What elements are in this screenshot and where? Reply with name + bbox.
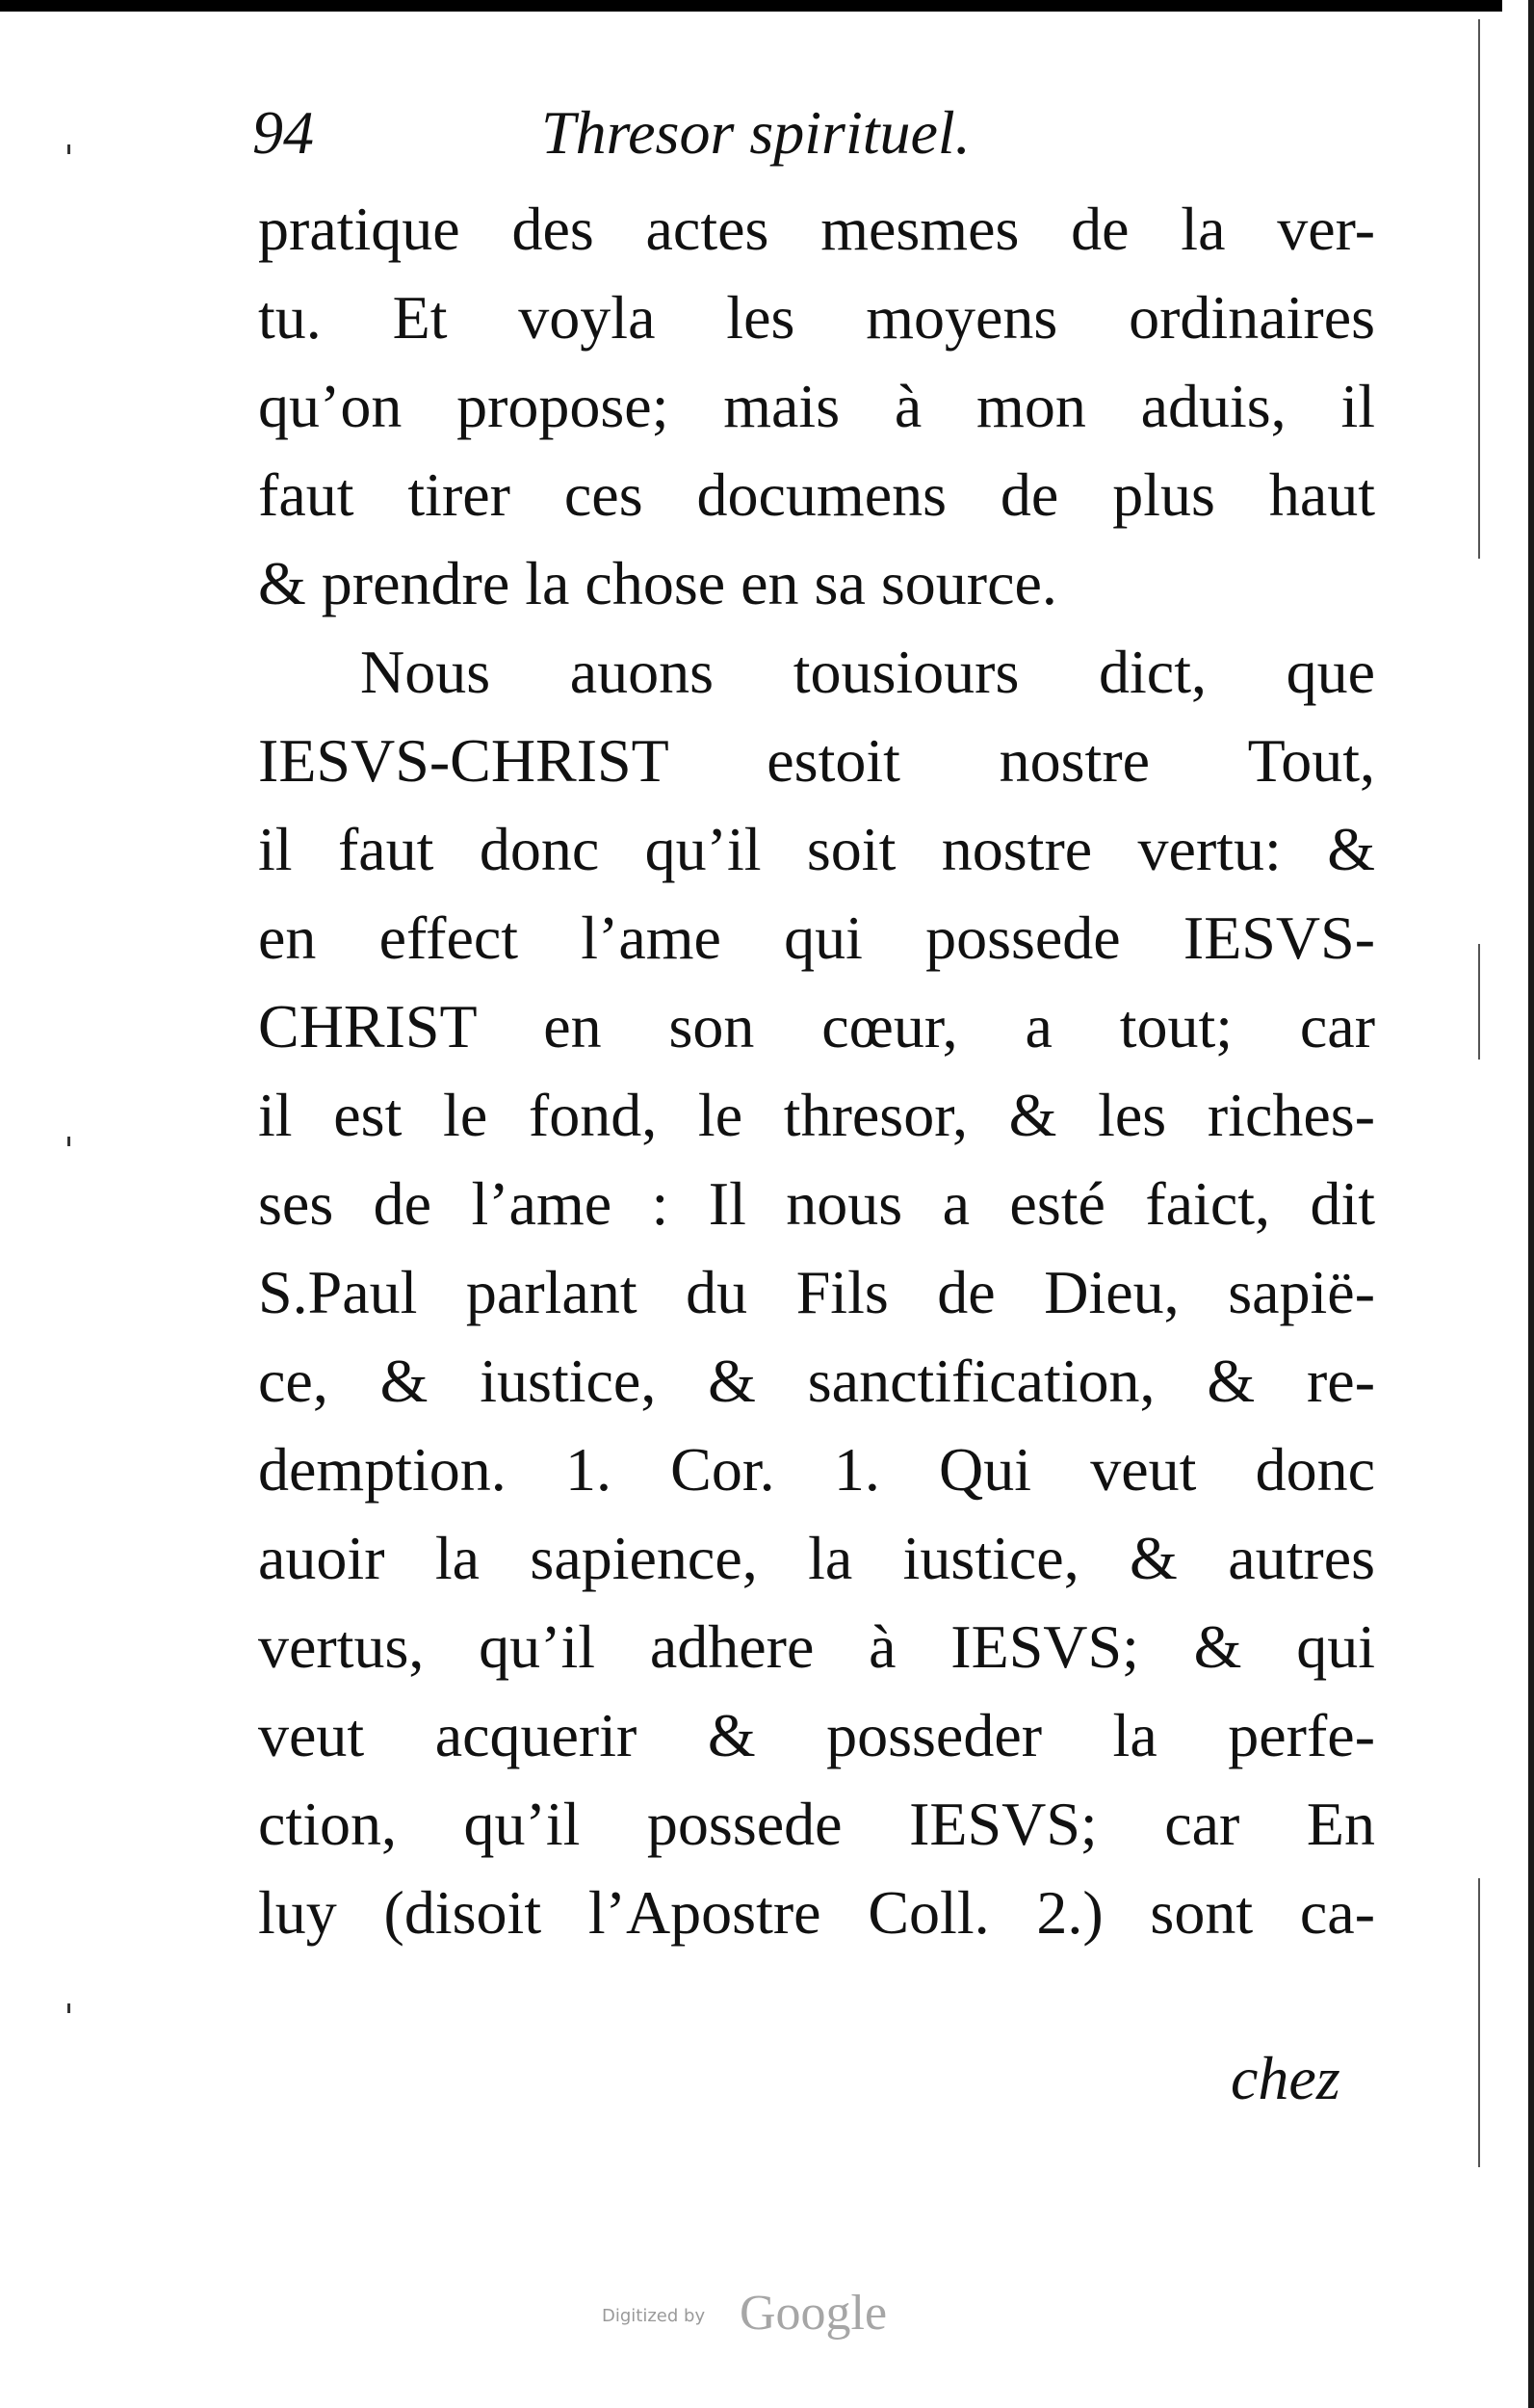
text-line: vertus, qu’il adhere à IESVS; & qui [258,1612,1375,1681]
text-line: tu. Et voyla les moyens ordinaires [258,283,1375,352]
text-line: il est le fond, le thresor, & les riches- [258,1081,1375,1149]
page-top-edge [0,0,1502,12]
margin-speck [67,2003,70,2013]
page-right-edge [1528,0,1534,2408]
text-line: faut tirer ces documens de plus haut [258,460,1375,529]
text-line: ce, & iustice, & sanctification, & re- [258,1347,1375,1415]
text-line: ction, qu’il possede IESVS; car En [258,1790,1375,1858]
text-line: auoir la sapience, la iustice, & autres [258,1524,1375,1592]
text-line: Nous auons tousiours dict, que [360,638,1375,706]
binding-shadow [1478,19,1480,559]
binding-shadow [1478,1878,1480,2167]
page-header [252,94,1360,171]
text-line: il faut donc qu’il soit nostre vertu: & [258,815,1375,883]
catchword: chez [1231,2044,1340,2112]
text-line: & prendre la chose en sa source. [258,549,1057,617]
text-line: ses de l’ame : Il nous a esté faict, dit [258,1169,1375,1238]
text-line: en effect l’ame qui possede IESVS- [258,903,1375,972]
digitized-watermark [602,2285,929,2343]
text-line: CHRIST en son cœur, a tout; car [258,992,1375,1060]
digitized-label: Digitized by [602,2306,706,2326]
binding-shadow [1478,944,1480,1060]
text-line: pratique des actes mesmes de la ver- [258,195,1375,263]
page-number: 94 [252,98,314,167]
text-line: veut acquerir & posseder la perfe- [258,1701,1375,1769]
text-line: luy (disoit l’Apostre Coll. 2.) sont ca- [258,1878,1375,1947]
margin-speck [67,144,70,154]
digitized-brand: Google [740,2286,888,2341]
text-line: IESVS-CHRIST estoit nostre Tout, [258,726,1375,795]
text-line: qu’on propose; mais à mon aduis, il [258,372,1375,440]
body-text [258,185,1375,1957]
text-line: S.Paul parlant du Fils de Dieu, sapië- [258,1258,1375,1326]
running-title: Thresor spirituel. [541,98,971,167]
margin-speck [67,1137,70,1146]
text-line: demption. 1. Cor. 1. Qui veut donc [258,1435,1375,1504]
